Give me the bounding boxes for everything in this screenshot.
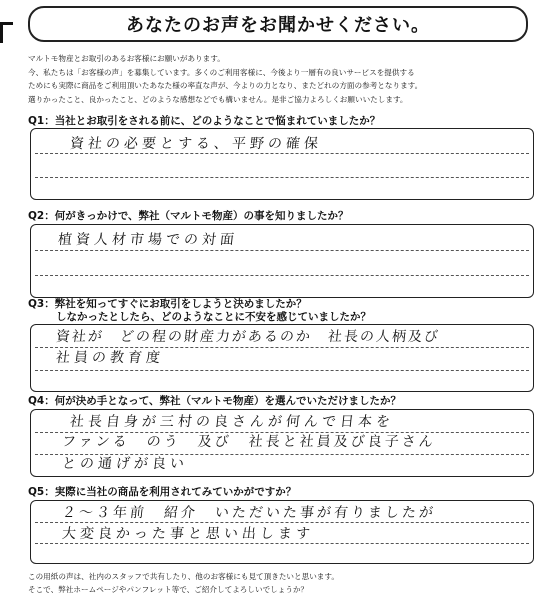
handwritten-answer-4: との通げが良い [61, 456, 189, 472]
question-2-label: Q2：何がきっかけで、弊社（マルトモ物産）の事を知りましたか？ [28, 210, 349, 222]
question-3-label: Q3：弊社を知ってすぐにお取引をしようと決めましたか？ [28, 298, 307, 310]
question-4-label: Q4：何が決め手となって、弊社（マルトモ物産）を選んでいただけましたか？ [28, 395, 402, 407]
ruled-line [35, 250, 529, 251]
intro-line: マルトモ物産とお取引のあるお客様にお願いがあります。 [28, 54, 225, 63]
handwritten-answer-5: ２～３年前 紹介 いただいた事が有りましたが [61, 505, 437, 521]
ruled-line [35, 543, 529, 544]
intro-line: 今、私たちは「お客様の声」を募集しています。多くのご利用客様に、今後より一層有の良いサービスを提供する [28, 67, 415, 77]
handwritten-answer-3: 資社が どの程の財産力があるのか 社長の人柄及び [55, 329, 441, 345]
footer-line: そこで、弊社ホームページやパンフレット等で、ご紹介してよろしいでしょうか？ [28, 585, 309, 594]
question-5-label: Q5：実際に当社の商品を利用されてみていかがですか？ [28, 486, 297, 498]
ruled-line [35, 177, 529, 178]
ruled-line [35, 153, 529, 154]
question-3-label-line-2: しなかったとしたら、どのようなことに不安を感じていましたか？ [56, 311, 371, 323]
ruled-line [35, 275, 529, 276]
handwritten-answer-1: 資社の必要とする、平野の確保 [69, 136, 323, 152]
handwritten-answer-3: 社員の教育度 [55, 350, 165, 366]
footer-note [28, 570, 339, 596]
handwritten-answer-4: 社長自身が三村の良さんが何んで日本を [69, 414, 395, 430]
intro-text [28, 52, 528, 106]
intro-line: 選りかったこと、良かったこと、どのような感想などでも構いません。是非ご協力よろしくお願いいたします。 [28, 94, 408, 104]
handwritten-answer-4: ファンる のう 及び 社長と社員及び良子さん [61, 434, 437, 450]
title-text: あなたのお声をお聞かせください。 [126, 15, 430, 36]
intro-line: ためにも実際に商品をご利用頂いたあなた様の率直な声が、今よりの力となり、またどれの方面の参考となります。 [28, 81, 423, 90]
handwritten-answer-5: 大変良かった事と思い出します [61, 526, 315, 542]
footer-line: この用紙の声は、社内のスタッフで共有したり、他のお客様にも見て頂きたいと思います。 [28, 572, 339, 581]
question-1-label: Q1：当社とお取引をされる前に、どのようなことで悩まれていましたか？ [28, 115, 381, 127]
handwritten-answer-2: 植資人材市場での対面 [57, 232, 239, 248]
ruled-line [35, 370, 529, 371]
page-title [28, 6, 528, 42]
corner-mark [0, 22, 13, 43]
